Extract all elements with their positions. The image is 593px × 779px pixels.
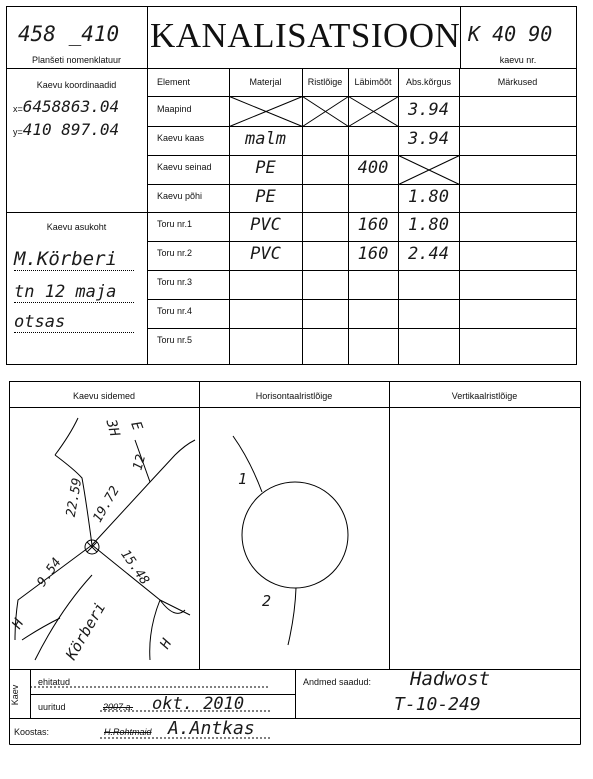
data-source: Hadwost [410, 668, 491, 690]
well-label: kaevu nr. [499, 55, 537, 65]
col-header-cross: Ristlõige [307, 77, 343, 87]
row-abs-height: 3.94 [408, 100, 449, 120]
row-element-label: Toru nr.5 [157, 335, 193, 345]
old-date: 2007.a. [103, 702, 134, 712]
row-material: malm [245, 129, 286, 149]
old-name: H.Rohtmaid [104, 727, 152, 737]
compiled-label: Koostas: [14, 727, 50, 737]
row-material: PVC [250, 244, 281, 264]
col-vertical: Vertikaalristlõige [451, 391, 518, 401]
coord-x-value: 6458863.04 [22, 97, 120, 116]
row-element-label: Kaevu kaas [157, 133, 205, 143]
sheet-number: 458 _410 [18, 22, 120, 46]
kaev-label: Kaev [10, 684, 20, 706]
row-diameter: 160 [357, 215, 389, 235]
page-title: KANALISATSIOON [150, 16, 461, 55]
location-line-3: otsas [14, 312, 134, 333]
coord-x-prefix: x= [13, 104, 23, 114]
sheet-label: Planšeti nomenklatuur [31, 55, 122, 65]
col-sidemed: Kaevu sidemed [72, 391, 136, 401]
col-header-notes: Märkused [497, 77, 538, 87]
sketch-d5: 15.48 [117, 547, 152, 588]
col-header-element: Element [157, 77, 191, 87]
row-element-label: Kaevu põhi [157, 191, 203, 201]
row-material: PE [255, 158, 276, 178]
row-material: PE [255, 187, 276, 207]
sketch-h1: 3H [102, 417, 123, 439]
sketch-d4: 9.54 [34, 555, 65, 590]
new-name: A.Antkas [168, 718, 255, 739]
coord-x [13, 97, 119, 116]
coord-y-value: 410 897.04 [22, 120, 120, 139]
col-horizontal: Horisontaalristlõige [255, 391, 333, 401]
pipe-1-label: 1 [238, 470, 248, 488]
sketch-d1: 22.59 [63, 476, 86, 519]
location-line-1: M.Körberi [14, 248, 134, 271]
row-abs-height: 3.94 [408, 129, 449, 149]
row-element-label: Maapind [157, 104, 192, 114]
sketch-e: E [127, 419, 146, 433]
col-header-diameter: Läbimõõt [354, 77, 392, 87]
row-abs-height: 2.44 [408, 244, 449, 264]
row-element-label: Toru nr.2 [157, 248, 193, 258]
row-element-label: Toru nr.4 [157, 306, 193, 316]
row-element-label: Kaevu seinad [157, 162, 212, 172]
row-element-label: Toru nr.3 [157, 277, 193, 287]
row-material: PVC [250, 215, 281, 235]
well-number: K 40 90 [468, 22, 553, 46]
sketch-h2: H [9, 616, 28, 632]
pipe-2-label: 2 [262, 592, 272, 610]
sketch-d2: 19.72 [90, 483, 123, 526]
built-label: ehitatud [38, 677, 71, 687]
row-abs-height: 1.80 [408, 215, 449, 235]
col-header-abs: Abs.kõrgus [405, 77, 452, 87]
sketch-d3: 12 [130, 452, 150, 473]
col-header-material: Materjal [249, 77, 282, 87]
surveyed-label: uuritud [38, 702, 66, 712]
data-code: T-10-249 [394, 694, 481, 715]
coords-label: Kaevu koordinaadid [36, 80, 117, 90]
sketch-street: Körberi [62, 599, 110, 663]
new-date: okt. 2010 [152, 694, 245, 714]
row-element-label: Toru nr.1 [157, 219, 193, 229]
data-from-label: Andmed saadud: [303, 677, 372, 687]
location-label: Kaevu asukoht [46, 222, 107, 232]
row-abs-height: 1.80 [408, 187, 449, 207]
row-diameter: 400 [357, 158, 389, 178]
sketch-h3: H [157, 636, 176, 652]
coord-y [13, 120, 119, 139]
row-diameter: 160 [357, 244, 389, 264]
coord-y-prefix: y= [13, 127, 23, 137]
location-line-2: tn 12 maja [14, 282, 134, 303]
